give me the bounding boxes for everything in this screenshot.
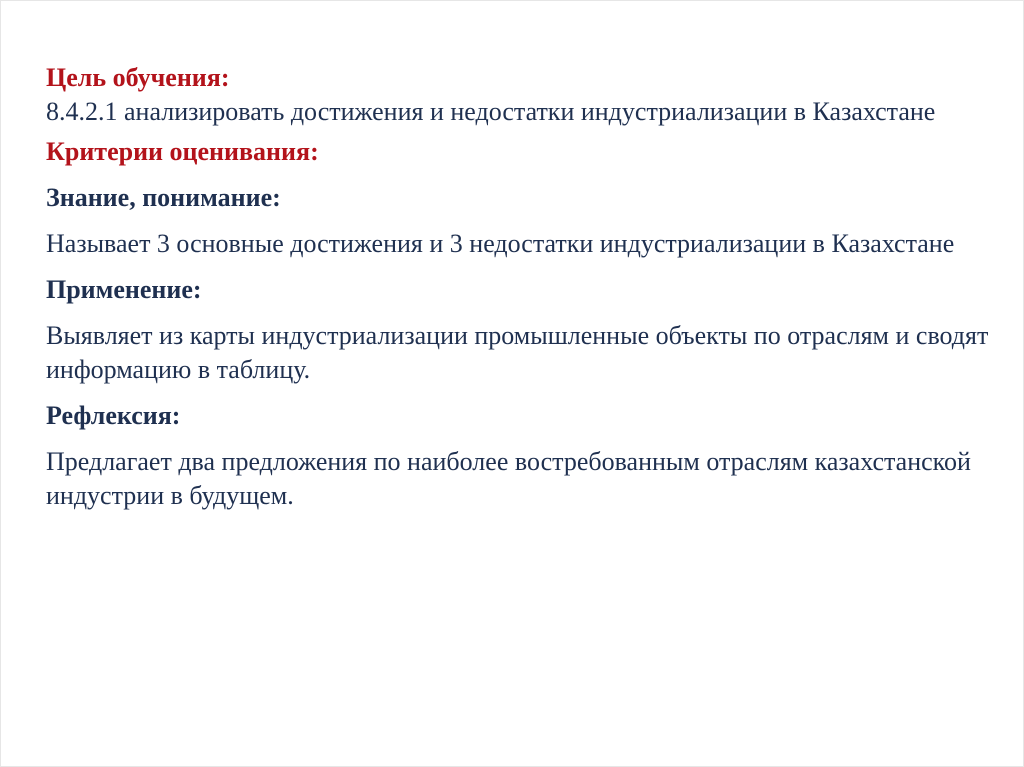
goal-text: 8.4.2.1 анализировать достижения и недостатки индустриализации в Казахстане: [46, 97, 936, 126]
criteria-heading: Критерии оценивания:: [46, 137, 319, 166]
goal-heading: Цель обучения:: [46, 63, 230, 92]
reflection-heading: Рефлексия:: [46, 401, 181, 430]
knowledge-text: Называет 3 основные достижения и 3 недостатки индустриализации в Казахстане: [46, 229, 955, 258]
knowledge-heading: Знание, понимание:: [46, 183, 281, 212]
application-text: Выявляет из карты индустриализации промышленные объекты по отраслям и сводят информацию в таблицу.: [46, 321, 989, 384]
reflection-text: Предлагает два предложения по наиболее востребованным отраслям казахстанской индустрии в будущем.: [46, 447, 971, 510]
slide-content: [46, 61, 1006, 513]
application-heading: Применение:: [46, 275, 202, 304]
